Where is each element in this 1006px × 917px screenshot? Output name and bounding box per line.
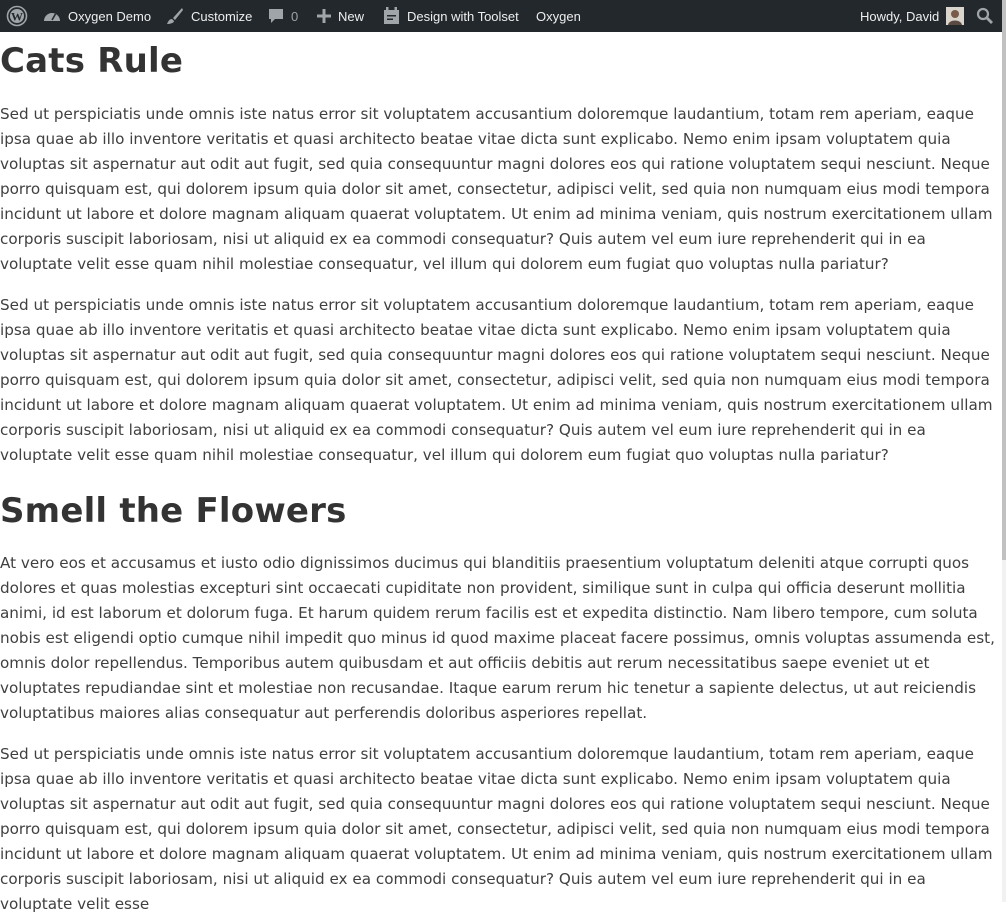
post-content (0, 33, 1002, 917)
site-name-label: Oxygen Demo (68, 8, 152, 24)
paragraph-1: Sed ut perspiciatis unde omnis iste natus error sit voluptatem accusantium doloremque laudantium, totam rem aperiam, eaque ipsa quae ab illo inventore veritatis et quasi architecto beatae vitae dicta sunt explicabo. Nemo enim ipsam voluptatem quia voluptas sit aspernatur aut odit aut fugit, sed quia consequuntur magni dolores eos qui ratione voluptatem sequi nesciunt. Neque porro quisquam est, qui dolorem ipsum quia dolor sit amet, consectetur, adipisci velit, sed quia non numquam eius modi tempora incidunt ut labore et dolore magnam aliquam quaerat voluptatem. Ut enim ad minima veniam, quis nostrum exercitationem ullam corporis suscipit laboriosam, nisi ut aliquid ex ea commodi consequatur? Quis autem vel eum iure reprehenderit qui in ea voluptate velit esse quam nihil molestiae consequatur, vel illum qui dolorem eum fugiat quo voluptas nulla pariatur? (0, 105, 993, 273)
paragraph-2: Sed ut perspiciatis unde omnis iste natus error sit voluptatem accusantium doloremque laudantium, totam rem aperiam, eaque ipsa quae ab illo inventore veritatis et quasi architecto beatae vitae dicta sunt explicabo. Nemo enim ipsam voluptatem quia voluptas sit aspernatur aut odit aut fugit, sed quia consequuntur magni dolores eos qui ratione voluptatem sequi nesciunt. Neque porro quisquam est, qui dolorem ipsum quia dolor sit amet, consectetur, adipisci velit, sed quia non numquam eius modi tempora incidunt ut labore et dolore magnam aliquam quaerat voluptatem. Ut enim ad minima veniam, quis nostrum exercitationem ullam corporis suscipit laboriosam, nisi ut aliquid ex ea commodi consequatur? Quis autem vel eum iure reprehenderit qui in ea voluptate velit esse quam nihil molestiae consequatur, vel illum qui dolorem eum fugiat quo voluptas nulla pariatur? (0, 296, 993, 464)
customize-label: Customize (191, 8, 253, 24)
search-icon (976, 7, 994, 25)
oxygen-label: Oxygen (536, 8, 581, 24)
design-with-toolset-menu[interactable] (383, 0, 519, 32)
toolset-label: Design with Toolset (407, 8, 519, 24)
new-label: New (338, 8, 365, 24)
wordpress-menu[interactable] (6, 0, 28, 32)
search-button[interactable] (976, 0, 994, 32)
howdy-label: Howdy, David (860, 8, 940, 24)
paintbrush-icon (166, 7, 184, 25)
comments-count: 0 (291, 8, 299, 24)
heading-cats-rule: Cats Rule (0, 41, 184, 81)
dashboard-icon (43, 8, 61, 24)
toolset-icon (383, 7, 400, 25)
svg-text:W: W (11, 9, 23, 24)
avatar (946, 7, 964, 25)
paragraph-4: Sed ut perspiciatis unde omnis iste natus error sit voluptatem accusantium doloremque laudantium, totam rem aperiam, eaque ipsa quae ab illo inventore veritatis et quasi architecto beatae vitae dicta sunt explicabo. Nemo enim ipsam voluptatem quia voluptas sit aspernatur aut odit aut fugit, sed quia consequuntur magni dolores eos qui ratione voluptatem sequi nesciunt. Neque porro quisquam est, qui dolorem ipsum quia dolor sit amet, consectetur, adipisci velit, sed quia non numquam eius modi tempora incidunt ut labore et dolore magnam aliquam quaerat voluptatem. Ut enim ad minima veniam, quis nostrum exercitationem ullam corporis suscipit laboriosam, nisi ut aliquid ex ea commodi consequatur? Quis autem vel eum iure reprehenderit qui in ea voluptate velit esse (0, 745, 993, 913)
admin-bar (0, 0, 1002, 32)
paragraph-3: At vero eos et accusamus et iusto odio dignissimos ducimus qui blanditiis praesentium voluptatum deleniti atque corrupti quos dolores et quas molestias excepturi sint occaecati cupiditate non provident, similique sunt in culpa qui officia deserunt mollitia animi, id est laborum et dolorum fuga. Et harum quidem rerum facilis est et expedita distinctio. Nam libero tempore, cum soluta nobis est eligendi optio cumque nihil impedit quo minus id quod maxime placeat facere possimus, omnis voluptas assumenda est, omnis dolor repellendus. Temporibus autem quibusdam et aut officiis debitis aut rerum necessitatibus saepe eveniet ut et voluptates repudiandae sint et molestiae non recusandae. Itaque earum rerum hic tenetur a sapiente delectus, ut aut reiciendis voluptatibus maiores alias consequatur aut perferendis doloribus asperiores repellat. (0, 554, 995, 722)
comment-icon (268, 8, 284, 24)
heading-smell-the-flowers: Smell the Flowers (0, 491, 347, 531)
my-account-menu[interactable] (860, 0, 964, 32)
customize-button[interactable] (166, 0, 252, 32)
scrollbar-thumb[interactable] (1002, 0, 1006, 560)
scrollbar[interactable] (1002, 0, 1006, 902)
plus-icon (317, 9, 331, 23)
wordpress-logo-icon (6, 5, 28, 27)
new-content-menu[interactable] (317, 0, 364, 32)
comments-menu[interactable] (268, 0, 298, 32)
oxygen-menu[interactable] (536, 0, 581, 32)
site-name-menu[interactable] (43, 0, 151, 32)
